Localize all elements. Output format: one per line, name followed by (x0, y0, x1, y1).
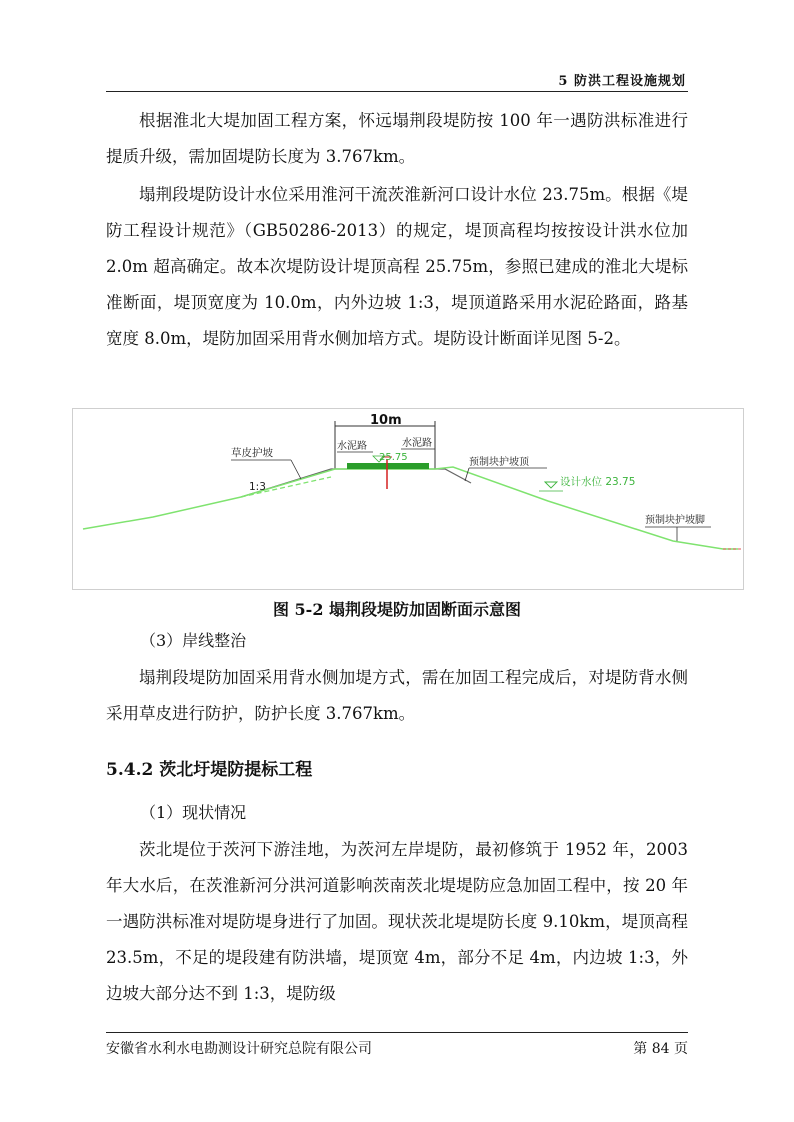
footer-organization: 安徽省水利水电勘测设计研究总院有限公司 (106, 1041, 372, 1057)
design-level-label: 设计水位 23.75 (560, 476, 636, 488)
road-label-right: 水泥路 (402, 438, 432, 449)
paragraph-1: 根据淮北大堤加固工程方案，怀远塌荆段堤防按 100 年一遇防洪标准进行提质升级，需加固堤防长度为 3.767km。 (106, 111, 688, 166)
crest-elevation-label: 25.75 (379, 452, 408, 463)
paragraph-4: 茨北堤位于茨河下游洼地，为茨河左岸堤防，最初修筑于 1952 年，2003 年大水后，在茨淮新河分洪河道影响茨南茨北堤堤防应急加固工程中，按 20 年一遇防洪标准对堤防堤身进行了加固。现状茨北堤堤防长度 9.10km，堤顶高程 23.5m，不足的堤段建有防洪墙，堤顶宽 4m，部分不足 4m，内边坡 1:3，外边坡大部分达不到 1:3，堤防级 (106, 840, 688, 1003)
road-label-left: 水泥路 (337, 441, 367, 452)
header-title: 5 防洪工程设施规划 (558, 74, 686, 89)
subheading-shoreline: （3）岸线整治 (140, 631, 247, 650)
cross-section-figure (72, 408, 744, 590)
section-heading: 5.4.2 茨北圩堤防提标工程 (106, 760, 313, 780)
slope-ratio-label: 1:3 (249, 481, 266, 493)
existing-dyke-outline (241, 469, 471, 497)
page-footer (106, 1032, 688, 1062)
crest-pavement (347, 463, 429, 469)
paragraph-2: 塌荆段堤防设计水位采用淮河干流茨淮新河口设计水位 23.75m。根据《堤防工程设计规范》（GB50286-2013）的规定，堤顶高程均按按设计洪水位加 2.0m 超高确定。故本次堤防设计堤顶高程 25.75m，参照已建成的淮北大堤标准断面，堤顶宽度为 10.0m，内外边坡 1:3，堤顶道路采用水泥砼路面，路基宽度 8.0m，堤防加固采用背水侧加培方式。堤防设计断面详见图 5-2。 (106, 185, 688, 348)
cross-section-drawing (73, 409, 743, 589)
footer-rule (106, 1032, 688, 1033)
subheading-status: （1）现状情况 (140, 803, 247, 822)
block-top-label: 预制块护坡顶 (469, 457, 529, 468)
grass-slope-pointer (291, 460, 301, 479)
page-header (106, 66, 688, 92)
footer-page-number: 第 84 页 (633, 1041, 688, 1057)
width-label: 10m (370, 413, 402, 428)
block-top-pointer (465, 468, 469, 481)
header-rule (106, 91, 688, 92)
paragraph-3: 塌荆段堤防加固采用背水侧加堤方式，需在加固工程完成后，对堤防背水侧采用草皮进行防护，防护长度 3.767km。 (106, 668, 688, 723)
grass-slope-label: 草皮护坡 (231, 447, 273, 459)
embankment-profile (83, 467, 738, 549)
figure-caption: 图 5-2 塌荆段堤防加固断面示意图 (272, 600, 522, 619)
design-level-symbol (545, 482, 557, 488)
block-toe-label: 预制块护坡脚 (645, 515, 705, 526)
